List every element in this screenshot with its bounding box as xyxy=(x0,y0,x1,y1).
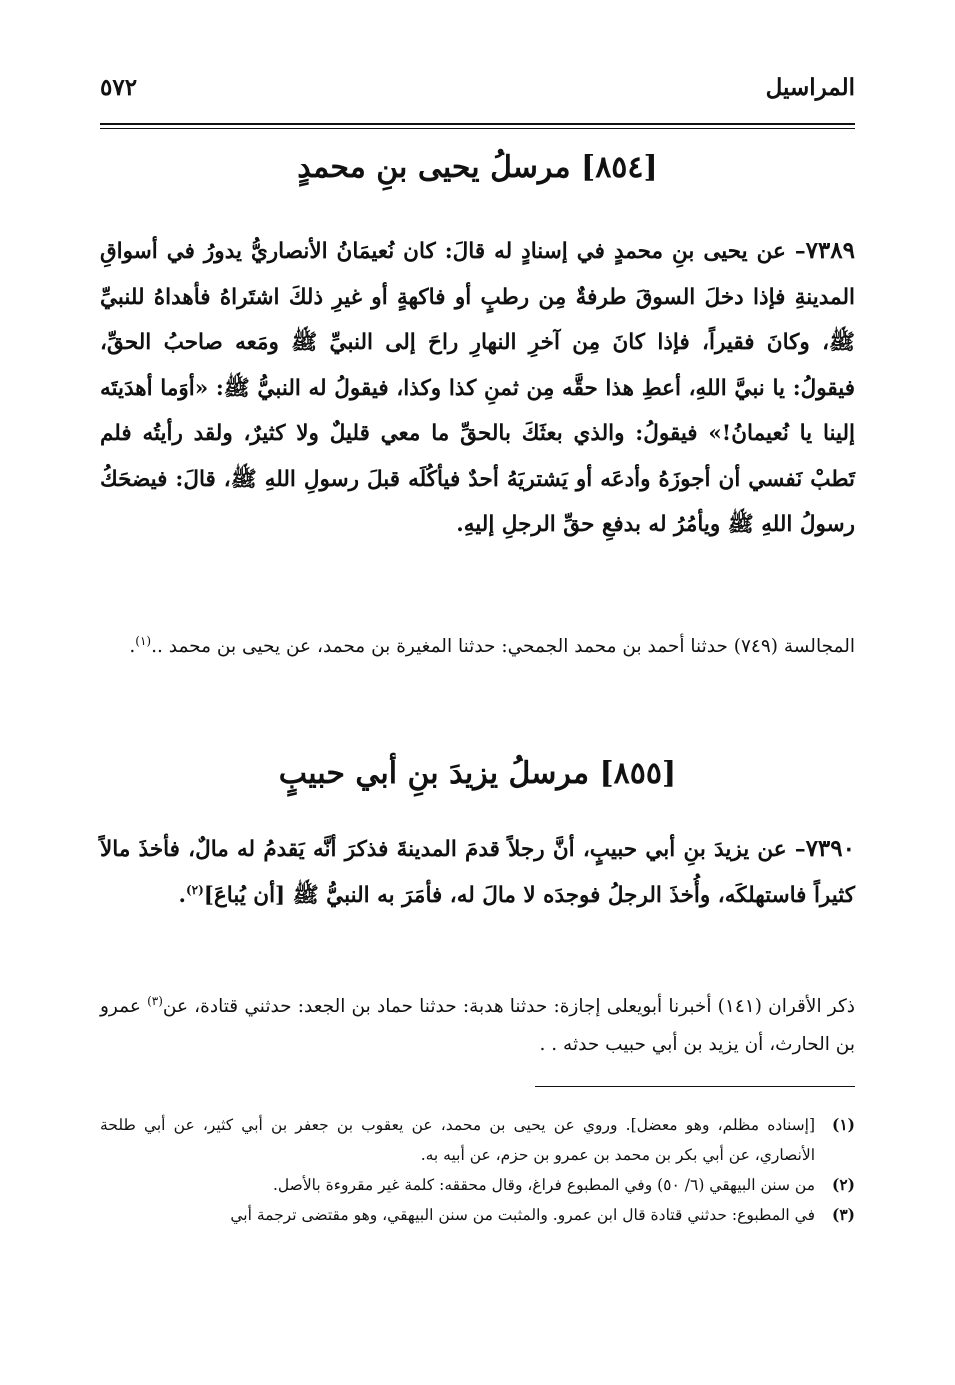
hadith-paragraph xyxy=(100,826,855,918)
hadith-number: ٧٣٨٩ xyxy=(805,237,855,264)
page-number: ٥٧٢ xyxy=(100,74,138,101)
footnote xyxy=(100,1110,855,1170)
source-text: ذكر الأقران (١٤١) أخبرنا أبويعلى إجازة: حدثنا هدبة: حدثنا حماد بن الجعد: حدثني قتادة، عن xyxy=(162,996,856,1017)
hadith-paragraph xyxy=(100,228,855,548)
section-name: المراسيل xyxy=(765,74,855,101)
source-citation xyxy=(100,628,855,666)
hadith-text: – عن يحيى بنِ محمدٍ في إسنادٍ له قالَ: كان نُعيمَانُ الأنصاريُّ يدورُ في أسواقِ المدينةِ فإذا دخلَ السوقَ طرفةٌ مِن رطبٍ أو فاكهةٍ أو غيرِ ذلكَ اشتَراهُ فأهداهُ للنبيِّ ﷺ، وكانَ فقيراً، فإذا كانَ مِن آخرِ النهارِ راحَ إلى النبيِّ ﷺ ومَعه صاحبُ الحقِّ، فيقولُ: يا نبيَّ اللهِ، أعطِ هذا حقَّه مِن ثمنِ كذا وكذا، فيقولُ له النبيُّ ﷺ: «أوَما أهدَيتَه إلينا يا نُعيمانُ!» فيقولُ: والذي بعثَكَ بالحقِّ ما معي قليلٌ ولا كثيرٌ، ولقد رأيتُه فلم تَطبْ نَفسي أن أجوزَهُ وأدعَه أو يَشتريَهُ أحدٌ فيأكُلَه قبلَ رسولِ اللهِ ﷺ، قالَ: فيضحَكُ رسولُ اللهِ ﷺ ويأمُرُ له بدفعِ حقِّ الرجلِ إليهِ. xyxy=(100,239,855,537)
source-text-continued: عمرو بن الحارث، أن يزيد بن أبي حبيب حدثه . . xyxy=(100,996,855,1055)
section-title: [٨٥٤] مرسلُ يحيى بنِ محمدٍ xyxy=(297,150,658,185)
footnote-ref[interactable]: (٢) xyxy=(185,882,204,897)
running-header xyxy=(100,74,855,114)
footnote xyxy=(100,1200,855,1230)
footnote-number: (٢) xyxy=(831,1175,855,1194)
footnote-number: (١) xyxy=(831,1115,855,1134)
footnote-ref[interactable]: (١) xyxy=(135,633,152,648)
section-title: [٨٥٥] مرسلُ يزيدَ بنِ أبي حبيبٍ xyxy=(278,756,677,791)
footnote-text: في المطبوع: حدثني قتادة قال ابن عمرو. والمثبت من سنن البيهقي، وهو مقتضى ترجمة أبي xyxy=(230,1206,815,1224)
source-end: . xyxy=(129,636,136,657)
hadith-number: ٧٣٩٠ xyxy=(805,835,855,862)
footnote-number: (٣) xyxy=(831,1205,855,1224)
source-text: المجالسة (٧٤٩) حدثنا أحمد بن محمد الجمحي: حدثنا المغيرة بن محمد، عن يحيى بن محمد .. xyxy=(151,636,855,657)
header-rule xyxy=(100,123,855,125)
hadith-end: . xyxy=(178,882,186,908)
header-rule-thin xyxy=(100,128,855,129)
source-citation xyxy=(100,988,855,1064)
footnotes xyxy=(100,1110,855,1230)
hadith-text: – عن يزيدَ بنِ أبي حبيبٍ، أنَّ رجلاً قدمَ المدينةَ فذكرَ أنَّه يَقدمُ له مالٌ، فأخذَ مالاً كثيراً فاستهلكَه، وأُخذَ الرجلُ فوجدَه لا مالَ له، فأمَرَ به النبيُّ ﷺ [أن يُباعَ] xyxy=(100,837,855,908)
footnote xyxy=(100,1170,855,1200)
footnote-text: [إسناده مظلم، وهو معضل]. وروي عن يحيى بن محمد، عن يعقوب بن جعفر بن أبي كثير، عن أبي طلحة الأنصاري، عن أبي بكر بن محمد بن عمرو بن حزم، عن أبيه به. xyxy=(100,1116,815,1164)
footnote-separator xyxy=(535,1086,855,1087)
footnote-text: من سنن البيهقي (٦/ ٥٠) وفي المطبوع فراغ، وقال محققه: كلمة غير مقروءة بالأصل. xyxy=(273,1176,815,1194)
footnote-ref[interactable]: (٣) xyxy=(147,993,163,1008)
